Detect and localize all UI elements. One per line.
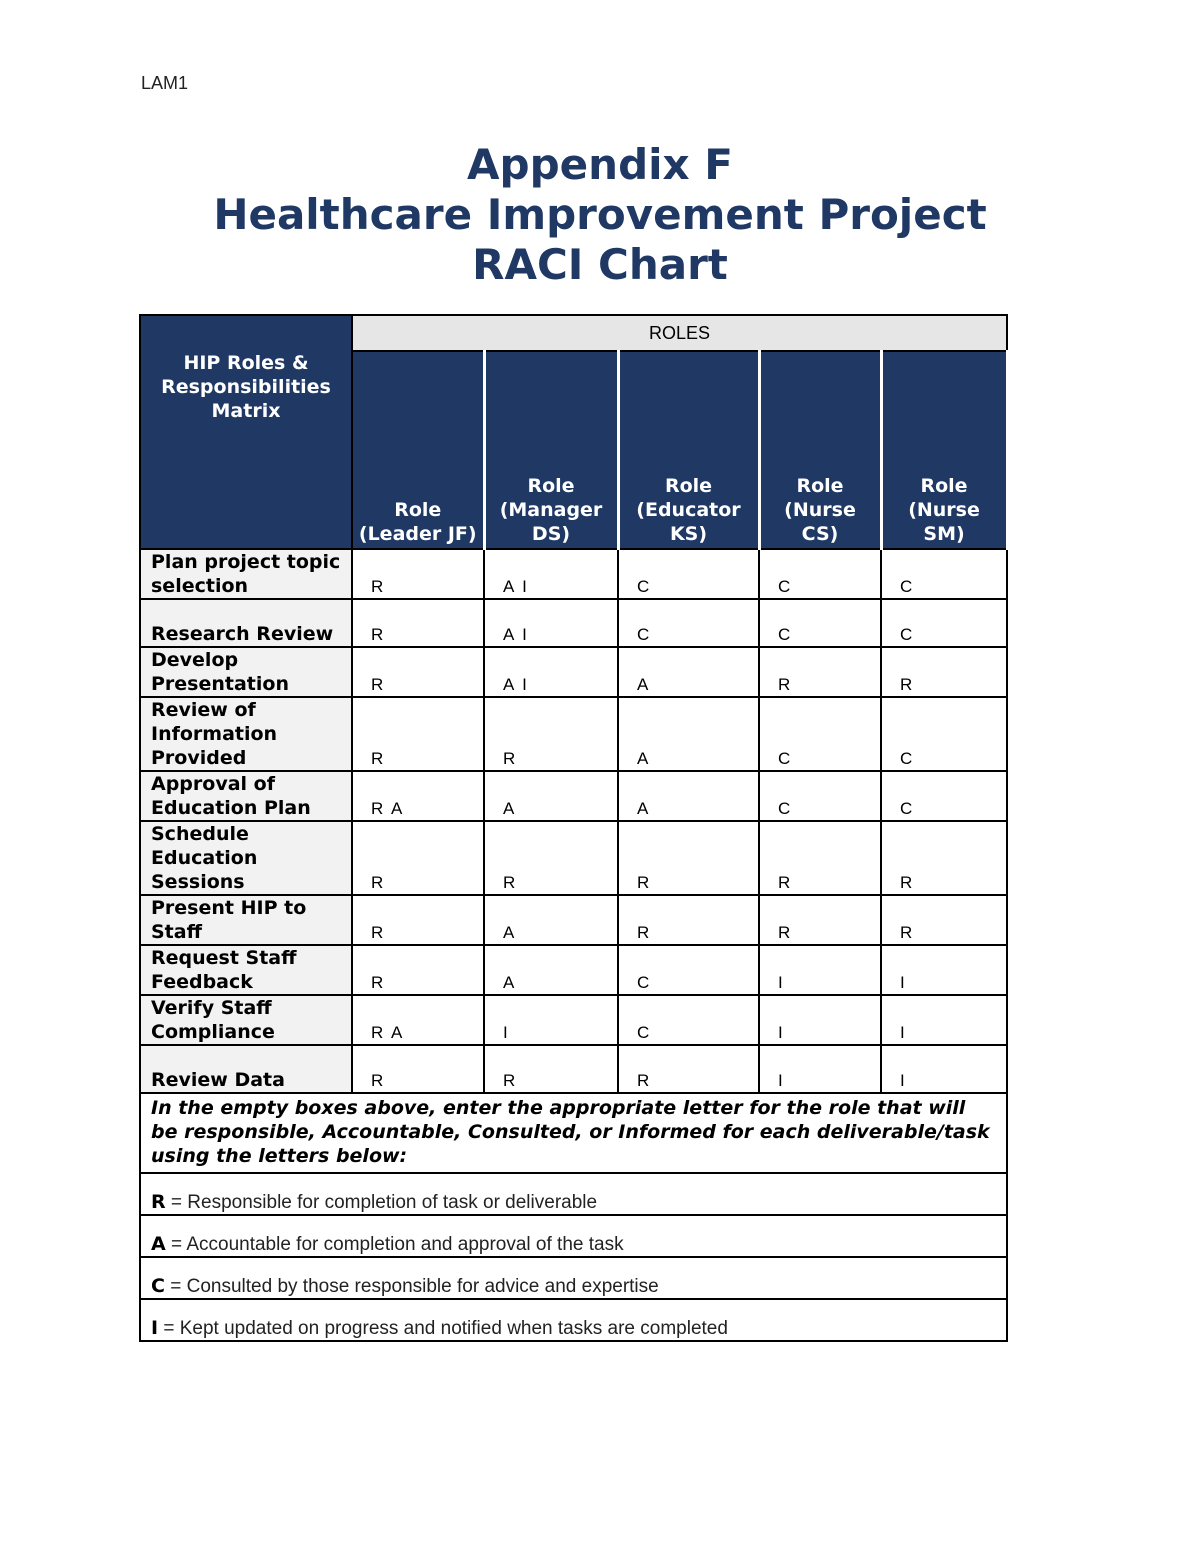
- raci-cell[interactable]: A I: [484, 599, 618, 647]
- table-row: [140, 821, 1007, 895]
- header-tag: LAM1: [141, 73, 189, 93]
- raci-cell[interactable]: A: [618, 647, 759, 697]
- raci-cell[interactable]: R: [352, 1045, 484, 1093]
- table-row: [140, 995, 1007, 1045]
- task-label: Schedule Education Sessions: [140, 821, 352, 895]
- raci-cell[interactable]: R: [881, 647, 1007, 697]
- legend-description: = Accountable for completion and approval of the task: [165, 1234, 624, 1255]
- legend-letter: C: [151, 1275, 165, 1297]
- page-title: [0, 140, 1200, 290]
- table-row: [140, 771, 1007, 821]
- raci-cell[interactable]: A: [618, 771, 759, 821]
- raci-cell[interactable]: R: [618, 895, 759, 945]
- raci-cell[interactable]: C: [759, 697, 881, 771]
- raci-cell[interactable]: R: [618, 1045, 759, 1093]
- raci-cell[interactable]: R: [759, 647, 881, 697]
- raci-cell[interactable]: C: [881, 697, 1007, 771]
- raci-cell[interactable]: R: [618, 821, 759, 895]
- raci-cell[interactable]: A I: [484, 647, 618, 697]
- legend-row: [140, 1299, 1007, 1341]
- legend-letter: R: [151, 1191, 166, 1213]
- raci-cell[interactable]: C: [759, 549, 881, 599]
- raci-cell[interactable]: C: [881, 599, 1007, 647]
- raci-cell[interactable]: C: [618, 599, 759, 647]
- legend-letter: A: [151, 1233, 166, 1255]
- task-label: Develop Presentation: [140, 647, 352, 697]
- raci-cell[interactable]: R: [881, 821, 1007, 895]
- title-line-2: Healthcare Improvement Project: [213, 190, 987, 239]
- raci-cell[interactable]: R: [352, 697, 484, 771]
- task-label: Present HIP to Staff: [140, 895, 352, 945]
- legend-item: [140, 1299, 1007, 1341]
- raci-cell[interactable]: I: [484, 995, 618, 1045]
- raci-cell[interactable]: C: [618, 995, 759, 1045]
- role-header-4: Role (Nurse CS): [759, 351, 881, 549]
- raci-cell[interactable]: A: [484, 945, 618, 995]
- raci-cell[interactable]: C: [881, 771, 1007, 821]
- raci-cell[interactable]: R: [352, 647, 484, 697]
- raci-cell[interactable]: R: [352, 895, 484, 945]
- raci-cell[interactable]: R: [881, 895, 1007, 945]
- raci-cell[interactable]: I: [759, 945, 881, 995]
- raci-cell[interactable]: R A: [352, 771, 484, 821]
- legend-description: = Kept updated on progress and notified when tasks are completed: [158, 1318, 728, 1339]
- roles-band: ROLES: [352, 315, 1007, 351]
- raci-cell[interactable]: C: [881, 549, 1007, 599]
- raci-cell[interactable]: C: [618, 945, 759, 995]
- raci-cell[interactable]: R: [759, 821, 881, 895]
- table-row: [140, 549, 1007, 599]
- raci-cell[interactable]: A I: [484, 549, 618, 599]
- legend-row: [140, 1173, 1007, 1215]
- legend-item: [140, 1173, 1007, 1215]
- raci-cell[interactable]: C: [759, 599, 881, 647]
- task-label: Plan project topic selection: [140, 549, 352, 599]
- table-row: [140, 895, 1007, 945]
- matrix-corner-label: HIP Roles & Responsibilities Matrix: [140, 315, 352, 549]
- table-row: [140, 697, 1007, 771]
- role-header-1: Role (Leader JF): [352, 351, 484, 549]
- legend-row: [140, 1215, 1007, 1257]
- legend-description: = Consulted by those responsible for advice and expertise: [164, 1276, 659, 1297]
- legend-item: [140, 1257, 1007, 1299]
- task-label: Review of Information Provided: [140, 697, 352, 771]
- raci-cell[interactable]: I: [881, 995, 1007, 1045]
- raci-table: [139, 314, 1009, 1342]
- task-label: Verify Staff Compliance: [140, 995, 352, 1045]
- raci-cell[interactable]: I: [881, 945, 1007, 995]
- raci-cell[interactable]: I: [759, 995, 881, 1045]
- title-line-3: RACI Chart: [472, 240, 728, 289]
- raci-cell[interactable]: R: [484, 821, 618, 895]
- task-label: Request Staff Feedback: [140, 945, 352, 995]
- legend-letter: I: [151, 1317, 159, 1339]
- raci-cell[interactable]: R: [484, 697, 618, 771]
- table-row: [140, 599, 1007, 647]
- raci-cell[interactable]: R: [352, 821, 484, 895]
- raci-cell[interactable]: A: [484, 771, 618, 821]
- instructions-row: [140, 1093, 1007, 1173]
- raci-cell[interactable]: I: [759, 1045, 881, 1093]
- raci-cell[interactable]: R: [352, 549, 484, 599]
- task-label: Research Review: [140, 599, 352, 647]
- raci-cell[interactable]: A: [484, 895, 618, 945]
- raci-cell[interactable]: I: [881, 1045, 1007, 1093]
- role-header-2: Role (Manager DS): [484, 351, 618, 549]
- raci-cell[interactable]: R: [759, 895, 881, 945]
- table-row: [140, 1045, 1007, 1093]
- instructions-text: In the empty boxes above, enter the appropriate letter for the role that will be responsible, Accountable, Consulted, or Informed for each deliverable/task using the letters below:: [140, 1093, 1007, 1173]
- raci-cell[interactable]: R: [352, 599, 484, 647]
- table-row: [140, 647, 1007, 697]
- raci-cell[interactable]: R A: [352, 995, 484, 1045]
- task-label: Review Data: [140, 1045, 352, 1093]
- raci-cell[interactable]: C: [618, 549, 759, 599]
- legend-row: [140, 1257, 1007, 1299]
- task-label: Approval of Education Plan: [140, 771, 352, 821]
- table-row: [140, 945, 1007, 995]
- role-header-3: Role (Educator KS): [618, 351, 759, 549]
- raci-cell[interactable]: R: [352, 945, 484, 995]
- header-row-1: [140, 315, 1007, 351]
- raci-cell[interactable]: C: [759, 771, 881, 821]
- legend-item: [140, 1215, 1007, 1257]
- legend-description: = Responsible for completion of task or deliverable: [165, 1192, 598, 1213]
- raci-cell[interactable]: A: [618, 697, 759, 771]
- raci-cell[interactable]: R: [484, 1045, 618, 1093]
- role-header-5: Role (Nurse SM): [881, 351, 1007, 549]
- title-line-1: Appendix F: [467, 140, 733, 189]
